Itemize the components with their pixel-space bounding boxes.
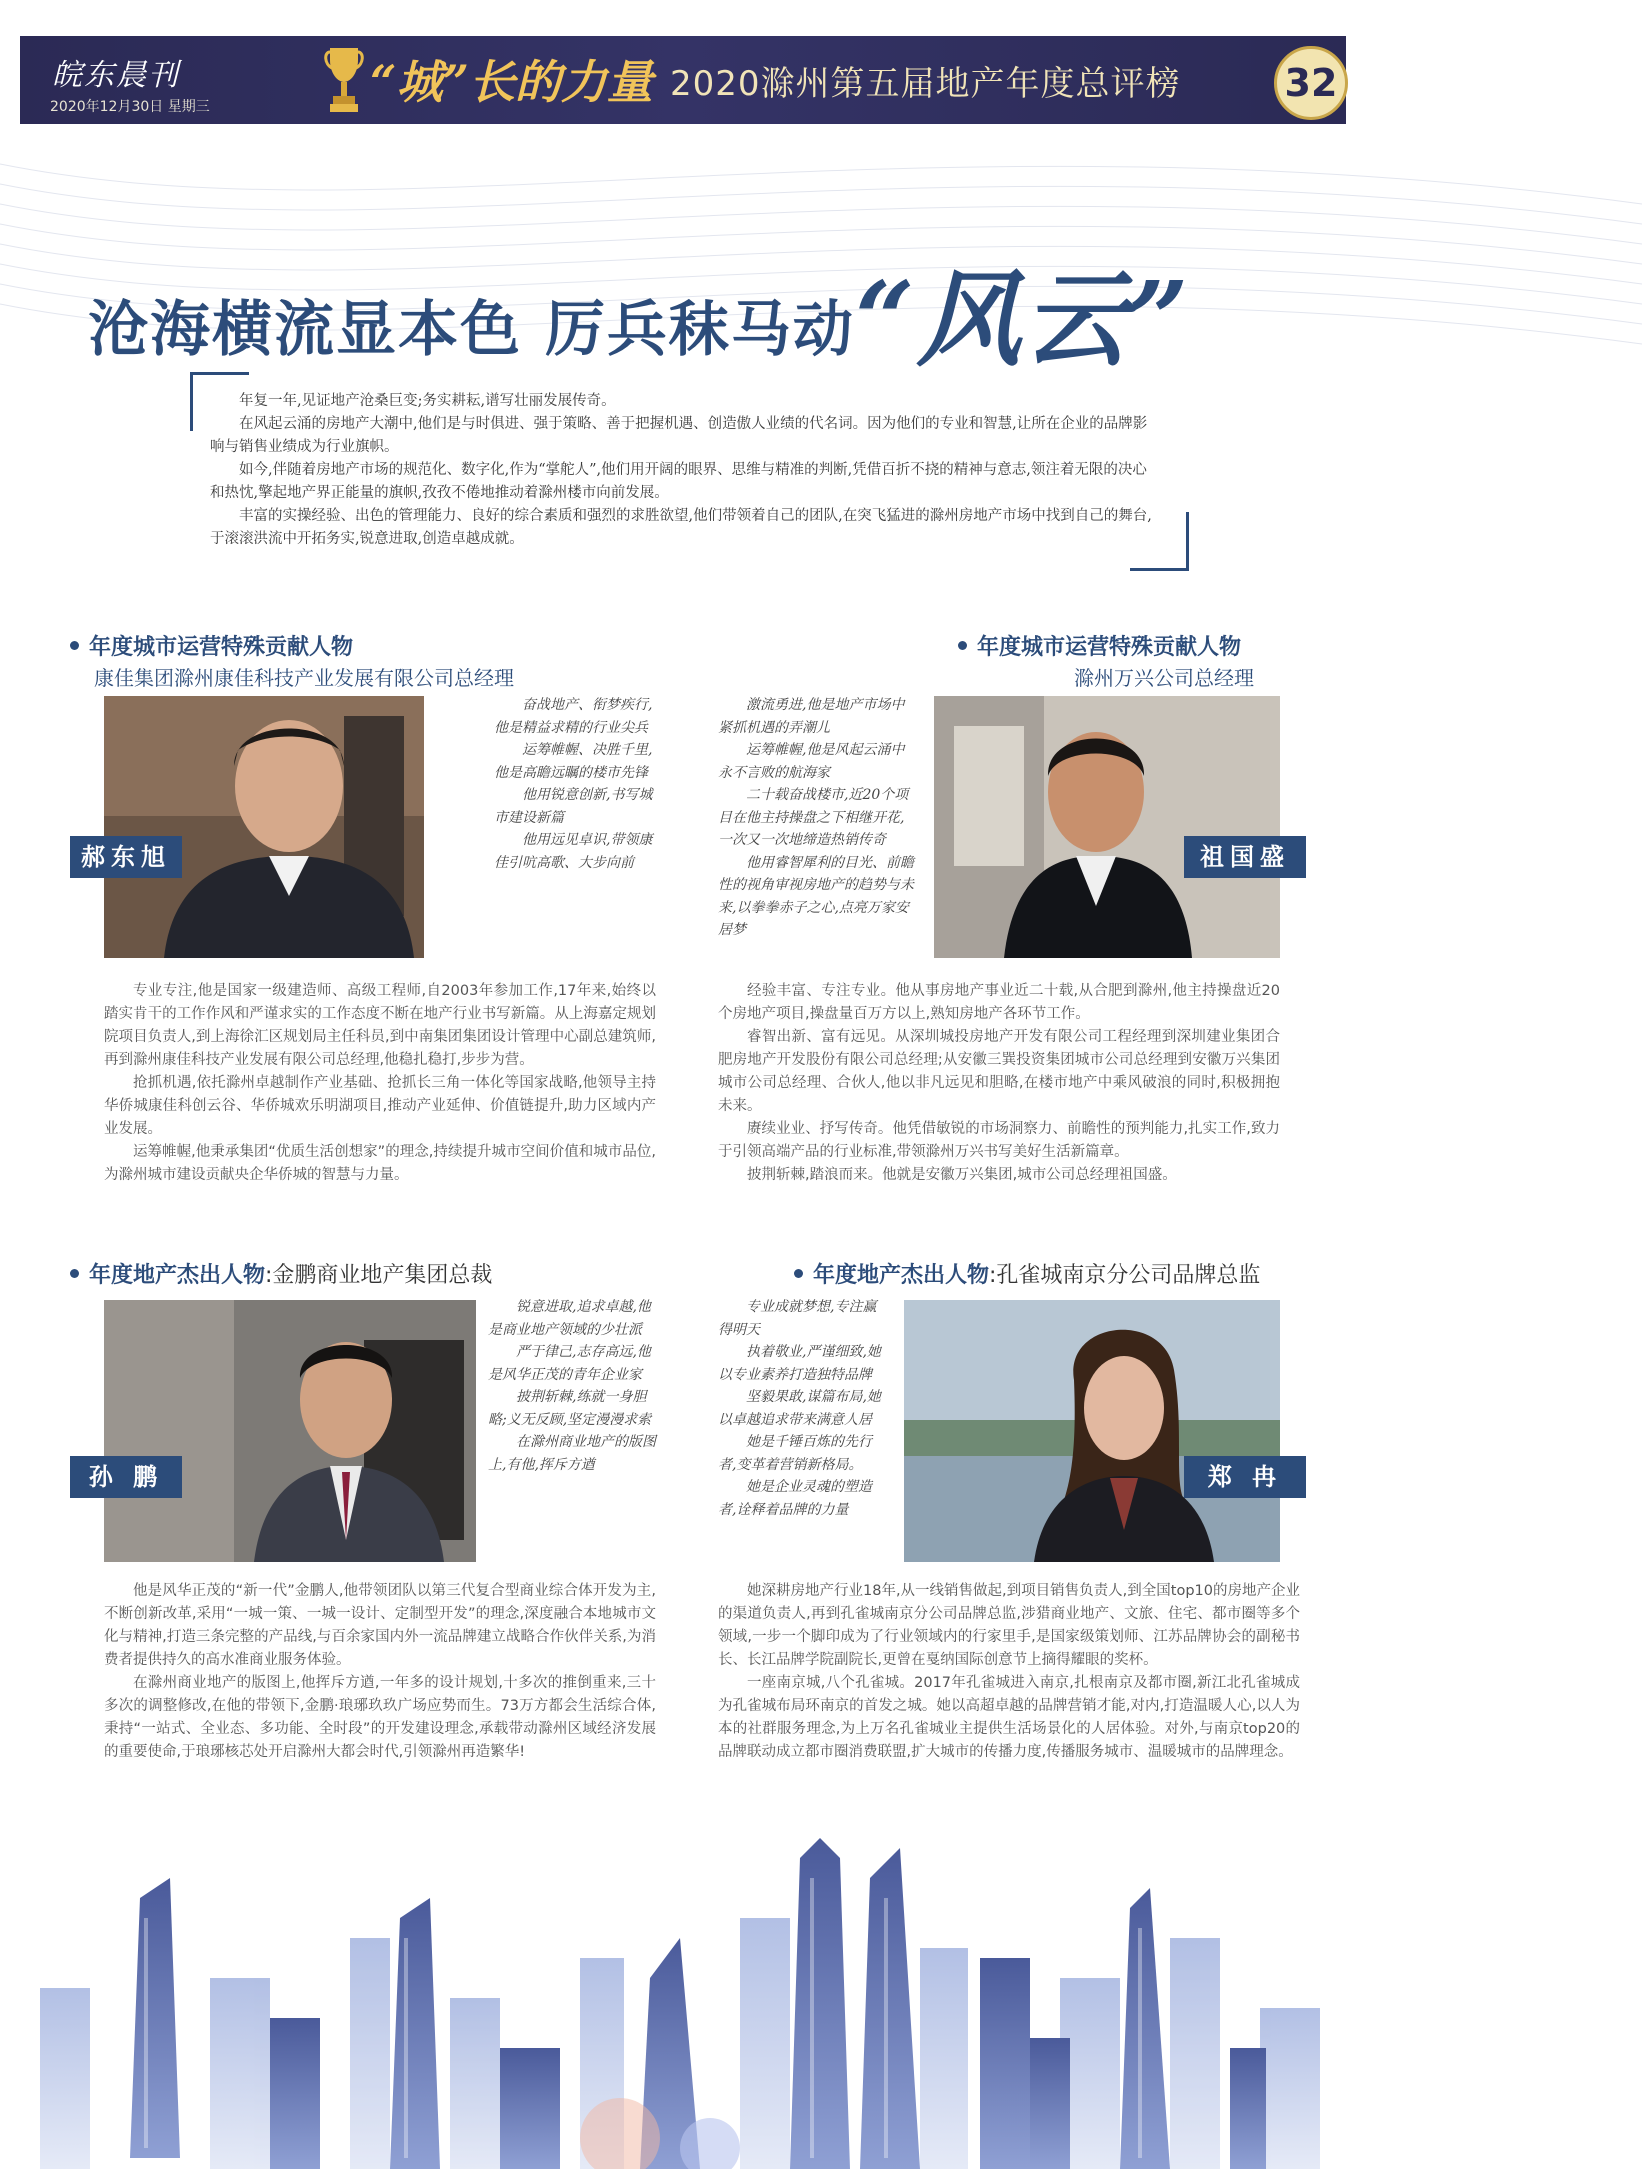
profile-body: 她深耕房地产行业18年,从一线销售做起,到项目销售负责人,到全国top10的房地产企业的渠道负责人,再到孔雀城南京分公司品牌总监,涉猎商业地产、文旅、住宅、都市圈等多个领域,一步一个脚印成为了行业领域内的行家里手,是国家级策划师、江苏品牌协会的副秘书长、长江品牌学院副院长,更曾在戛纳国际创意节上摘得耀眼的奖杯。 一座南京城,八个孔雀城。2017年孔雀城进入南京,扎根南京及都市圈,新江北孔雀城成为孔雀城布局环南京的首发之城。她以高超卓越的品牌营销才能,对内,打造温暖人心,以人为本的社群服务理念,为上万名孔雀城业主提供生活场景化的人居体验。对外,与南京top20的品牌联动成立都市圈消费联盟,扩大城市的传播力度,传播服务城市、温暖城市的品牌理念。 xyxy=(718,1583,1300,1760)
portrait-photo xyxy=(934,696,1280,958)
headline-accent: “风云” xyxy=(854,258,1191,381)
profile-title: 滁州万兴公司总经理 xyxy=(1074,666,1254,690)
paper-name: 皖东晨刊 xyxy=(52,58,180,93)
ranking-title: 2020滁州第五届地产年度总评榜 xyxy=(670,64,1181,104)
profile-body: 他是风华正茂的“新一代”金鹏人,他带领团队以第三代复合型商业综合体开发为主,不断创新改革,采用“一城一策、一城一设计、定制型开发”的理念,深度融合本地城市文化与精神,打造三条完整的产品线,与百余家国内外一流品牌建立战略合作伙伴关系,为消费者提供持久的高水准商业服务体验。 在滁州商业地产的版图上,他挥斥方遒,一年多的设计规划,十多次的推倒重来,三十多次的调整修改,在他的带领下,金鹏·琅琊玖玖广场应势而生。73万方都会生活综合体,秉持“一站式、全业态、多功能、全时段”的开发建设理念,承载带动滁州区域经济发展的重要使命,于琅琊核芯处开启滁州大都会时代,引领滁州再造繁华! xyxy=(104,1583,656,1760)
campaign-title: “城”长的力量 xyxy=(370,55,653,109)
city-skyline-illustration xyxy=(20,1838,1350,2169)
issue-date: 2020年12月30日 星期三 xyxy=(50,99,210,115)
poem-column: 专业成就梦想,专注赢得明天 执着敬业,严谨细致,她以专业素养打造独特品牌 坚毅果敢,谋篇布局,她以卓越追求带来满意人居 她是千锤百炼的先行者,变革着营销新格局。 她是企业灵魂的塑造者,诠释着品牌的力量 xyxy=(718,1299,881,1518)
intro-paragraph: 在风起云涌的房地产大潮中,他们是与时俱进、强于策略、善于把握机遇、创造傲人业绩的代名词。因为他们的专业和智慧,让所在企业的品牌影响与销售业绩成为行业旗帜。 xyxy=(210,416,1148,455)
masthead xyxy=(20,36,1346,124)
profile-title: 康佳集团滁州康佳科技产业发展有限公司总经理 xyxy=(94,666,514,690)
profile-body: 专业专注,他是国家一级建造师、高级工程师,自2003年参加工作,17年来,始终以踏实肯干的工作作风和严谨求实的工作态度不断在地产行业书写新篇。从上海嘉定规划院项目负责人,到上海徐汇区规划局主任科员,到中南集团集团设计管理中心副总建筑师,再到滁州康佳科技产业发展有限公司总经理,他稳扎稳打,步步为营。 抢抓机遇,依托滁州卓越制作产业基础、抢抓长三角一体化等国家战略,他领导主持华侨城康佳科创云谷、华侨城欢乐明湖项目,推动产业延伸、价值链提升,助力区域内产业发展。 运筹帷幄,他秉承集团“优质生活创想家”的理念,持续提升城市空间价值和城市品位,为滁州城市建设贡献央企华侨城的智慧与力量。 xyxy=(104,983,656,1183)
name-tag: 郝东旭 xyxy=(70,836,182,878)
award-heading: 年度地产杰出人物:孔雀城南京分公司品牌总监 xyxy=(794,1258,1260,1289)
award-heading: 年度城市运营特殊贡献人物 xyxy=(958,630,1241,661)
name-tag: 郑 冉 xyxy=(1184,1456,1306,1498)
intro-paragraph: 年复一年,见证地产沧桑巨变;务实耕耘,谱写壮丽发展传奇。 xyxy=(239,393,616,409)
portrait-photo xyxy=(104,1300,476,1562)
award-heading: 年度城市运营特殊贡献人物 xyxy=(70,630,353,661)
award-heading: 年度地产杰出人物:金鹏商业地产集团总裁 xyxy=(70,1258,492,1289)
name-tag: 孙 鹏 xyxy=(70,1456,182,1498)
portrait-photo xyxy=(104,696,424,958)
page-number: 32 xyxy=(1274,46,1348,120)
trophy-icon xyxy=(324,42,364,116)
poem-column: 锐意进取,追求卓越,他是商业地产领域的少壮派 严于律己,志存高远,他是风华正茂的青年企业家 披荆斩棘,练就一身胆略;义无反顾,坚定漫漫求索 在滁州商业地产的版图上,有他,挥斥方遒 xyxy=(488,1299,656,1473)
profile-body: 经验丰富、专注专业。他从事房地产事业近二十载,从合肥到滁州,他主持操盘近20个房地产项目,操盘量百万方以上,熟知房地产各环节工作。 睿智出新、富有远见。从深圳城投房地产开发有限公司工程经理到深圳建业集团合肥房地产开发股份有限公司总经理;从安徽三巽投资集团城市公司总经理到安徽万兴集团城市公司总经理、合伙人,他以非凡远见和胆略,在楼市地产中乘风破浪的同时,积极拥抱未来。 赓续业业、抒写传奇。他凭借敏锐的市场洞察力、前瞻性的预判能力,扎实工作,致力于引领高端产品的行业标准,带领滁州万兴书写美好生活新篇章。 披荆斩棘,踏浪而来。他就是安徽万兴集团,城市公司总经理祖国盛。 xyxy=(718,983,1280,1183)
page-headline xyxy=(88,236,1191,386)
headline-main: 沧海横流显本色 厉兵秣马动 xyxy=(88,295,855,365)
intro-paragraph: 如今,伴随着房地产市场的规范化、数字化,作为“掌舵人”,他们用开阔的眼界、思维与精准的判断,凭借百折不挠的精神与意志,领注着无限的决心和热忱,擎起地产界正能量的旗帜,孜孜不倦地推动着滁州楼市向前发展。 xyxy=(210,462,1147,501)
poem-column: 奋战地产、衔梦疾行,他是精益求精的行业尖兵 运筹帷幄、决胜千里,他是高瞻远瞩的楼市先锋 他用锐意创新,书写城市建设新篇 他用远见卓识,带领康佳引吭高歌、大步向前 xyxy=(494,697,653,871)
intro-text xyxy=(210,390,1160,551)
portrait-photo xyxy=(904,1300,1280,1562)
poem-column: 激流勇进,他是地产市场中紧抓机遇的弄潮儿 运筹帷幄,他是风起云涌中永不言败的航海家 二十载奋战楼市,近20个项目在他主持操盘之下相继开花,一次又一次地缔造热销传奇 他用睿智犀利的目光、前瞻性的视角审视房地产的趋势与未来,以拳拳赤子之心,点亮万家安居梦 xyxy=(718,697,914,938)
intro-paragraph: 丰富的实操经验、出色的管理能力、良好的综合素质和强烈的求胜欲望,他们带领着自己的团队,在突飞猛进的滁州房地产市场中找到自己的舞台,于滚滚洪流中开拓务实,锐意进取,创造卓越成就。 xyxy=(210,508,1152,547)
name-tag: 祖国盛 xyxy=(1184,836,1306,878)
